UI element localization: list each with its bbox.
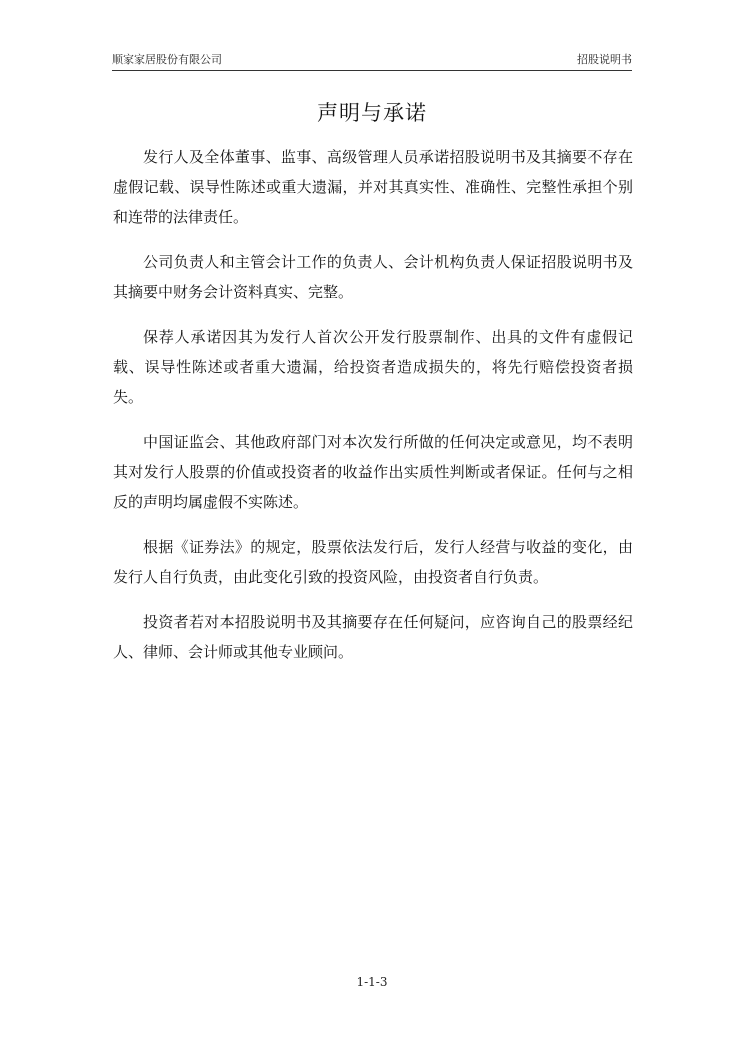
paragraph-csrc-disclaimer: 中国证监会、其他政府部门对本次发行所做的任何决定或意见，均不表明其对发行人股票的价值或投资者的收益作出实质性判断或者保证。任何与之相反的声明均属虚假不实陈述。: [113, 433, 633, 511]
paragraph-issuer-commitment: 发行人及全体董事、监事、高级管理人员承诺招股说明书及其摘要不存在虚假记载、误导性陈述或重大遗漏，并对其真实性、准确性、完整性承担个别和连带的法律责任。: [113, 148, 633, 226]
header-company-name: 顺家家居股份有限公司: [112, 53, 222, 66]
paragraph-investor-advice: 投资者若对本招股说明书及其摘要存在任何疑问，应咨询自己的股票经纪人、律师、会计师或其他专业顾问。: [113, 613, 633, 661]
declaration-body: [113, 142, 633, 682]
page-number: 1-1-3: [356, 975, 388, 989]
paragraph-sponsor-commitment: 保荐人承诺因其为发行人首次公开发行股票制作、出具的文件有虚假记载、误导性陈述或者重大遗漏，给投资者造成损失的，将先行赔偿投资者损失。: [113, 328, 633, 406]
page-title: 声明与承诺: [317, 101, 427, 125]
header-document-type: 招股说明书: [577, 53, 632, 66]
paragraph-financial-guarantee: 公司负责人和主管会计工作的负责人、会计机构负责人保证招股说明书及其摘要中财务会计资料真实、完整。: [113, 253, 633, 301]
paragraph-securities-law: 根据《证券法》的规定，股票依法发行后，发行人经营与收益的变化，由发行人自行负责，由此变化引致的投资风险，由投资者自行负责。: [113, 538, 633, 586]
page-header: [112, 52, 632, 71]
